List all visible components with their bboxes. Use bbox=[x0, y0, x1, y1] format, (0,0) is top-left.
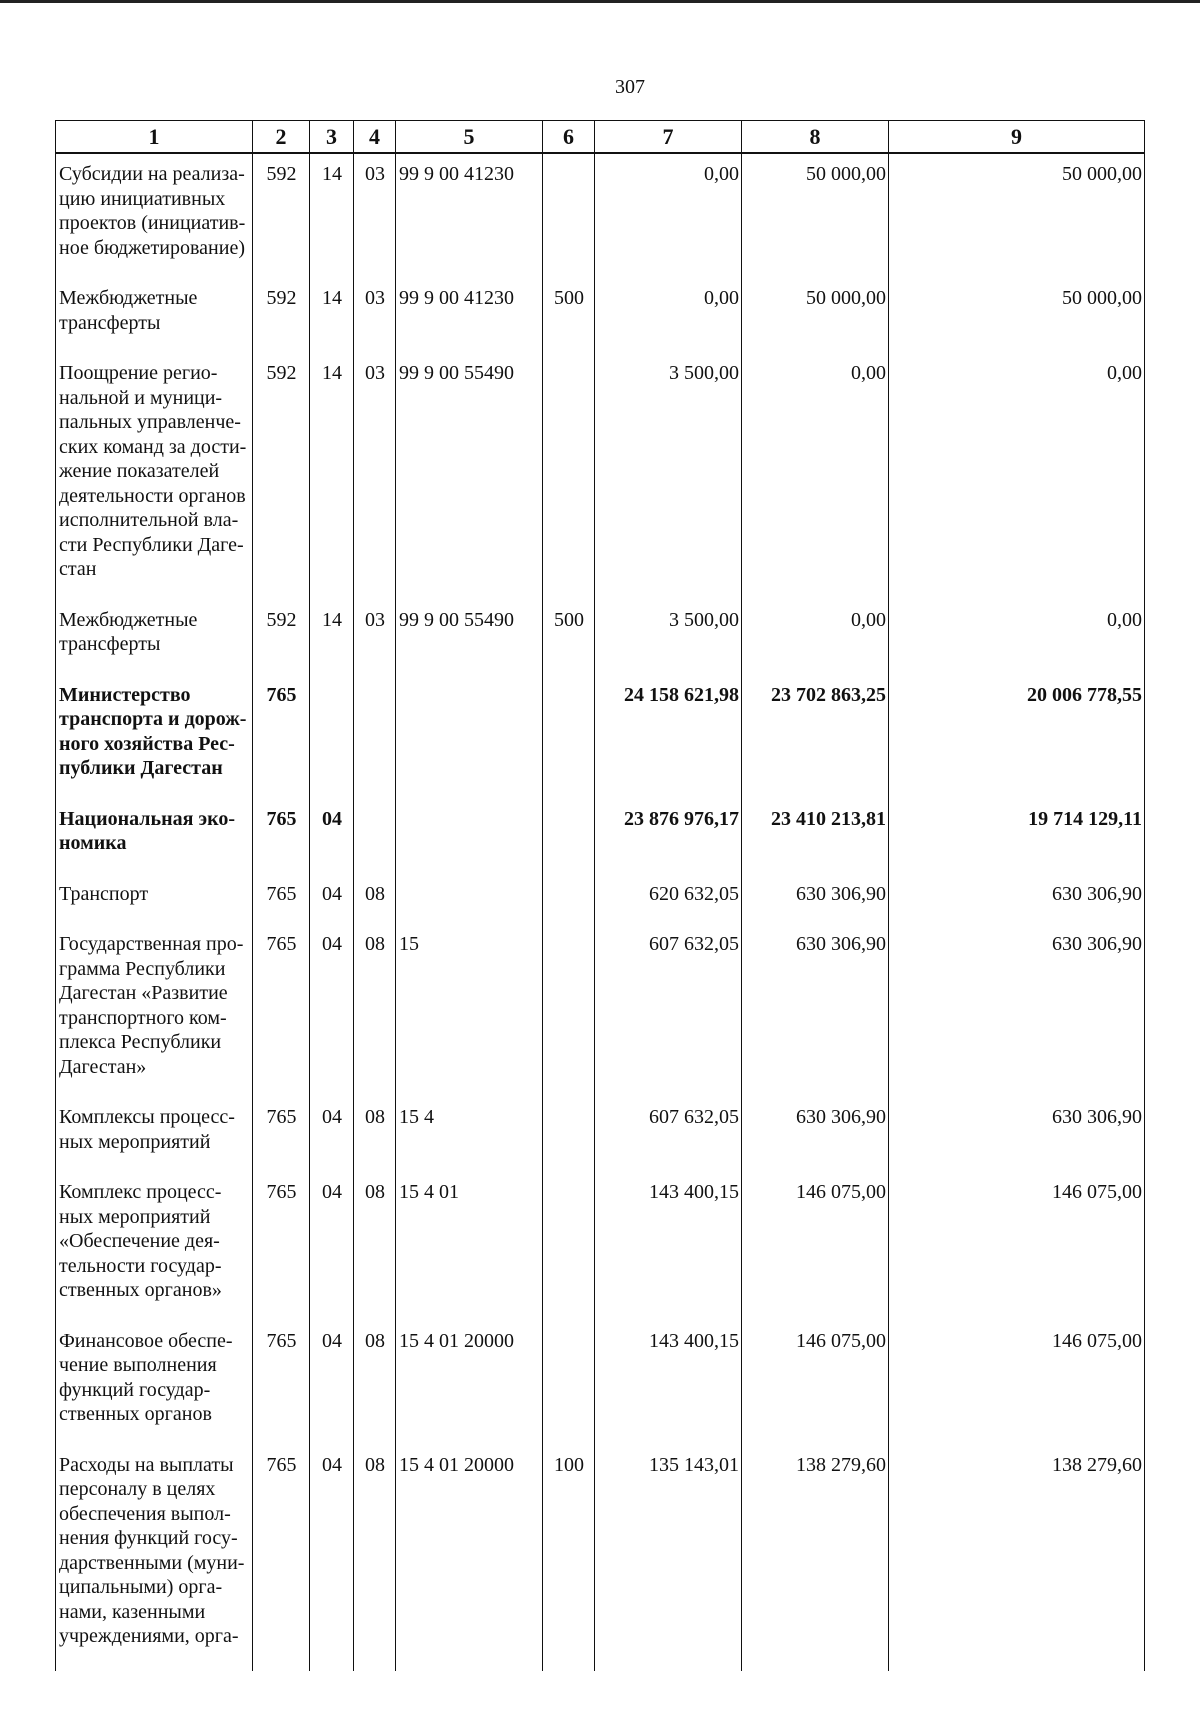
amount-col9-cell: 50 000,00 bbox=[889, 153, 1145, 278]
table-row bbox=[56, 675, 1145, 799]
row-name-cell: Комплекс процесс- ных мероприятий «Обеспечение дея- тельности государ- ственных органов» bbox=[56, 1172, 253, 1321]
target-article-cell: 99 9 00 41230 bbox=[396, 153, 543, 278]
subsection-code-cell: 03 bbox=[354, 153, 396, 278]
amount-col9-cell: 146 075,00 bbox=[889, 1321, 1145, 1445]
section-code-cell: 04 bbox=[310, 1097, 354, 1172]
ministry-code-cell: 765 bbox=[253, 1172, 310, 1321]
subsection-code-cell: 03 bbox=[354, 278, 396, 353]
row-name-cell: Комплексы процесс- ных мероприятий bbox=[56, 1097, 253, 1172]
subsection-code-cell: 08 bbox=[354, 874, 396, 925]
table-row bbox=[56, 1445, 1145, 1671]
ministry-code-cell: 592 bbox=[253, 600, 310, 675]
amount-col7-cell: 620 632,05 bbox=[595, 874, 742, 925]
amount-col7-cell: 143 400,15 bbox=[595, 1172, 742, 1321]
ministry-code-cell: 765 bbox=[253, 1321, 310, 1445]
section-code-cell: 14 bbox=[310, 278, 354, 353]
ministry-code-cell: 765 bbox=[253, 1445, 310, 1671]
amount-col9-cell: 50 000,00 bbox=[889, 278, 1145, 353]
target-article-cell: 15 4 01 20000 bbox=[396, 1445, 543, 1671]
column-header-2: 2 bbox=[253, 121, 310, 154]
row-name-cell: Финансовое обеспе- чение выполнения функций государ- ственных органов bbox=[56, 1321, 253, 1445]
row-name-cell: Субсидии на реализа- цию инициативных проектов (инициатив- ное бюджетирование) bbox=[56, 153, 253, 278]
column-header-5: 5 bbox=[396, 121, 543, 154]
column-header-7: 7 bbox=[595, 121, 742, 154]
row-name-cell: Поощрение регио- нальной и муници- пальных управленче- ских команд за дости- жение показателей деятельности органов исполнительной вла- сти Республики Даге- стан bbox=[56, 353, 253, 600]
amount-col8-cell: 138 279,60 bbox=[742, 1445, 889, 1671]
amount-col7-cell: 3 500,00 bbox=[595, 600, 742, 675]
table-row bbox=[56, 799, 1145, 874]
table-row bbox=[56, 874, 1145, 925]
section-code-cell: 04 bbox=[310, 1445, 354, 1671]
subsection-code-cell: 08 bbox=[354, 924, 396, 1097]
amount-col8-cell: 146 075,00 bbox=[742, 1321, 889, 1445]
section-code-cell: 04 bbox=[310, 924, 354, 1097]
amount-col8-cell: 630 306,90 bbox=[742, 874, 889, 925]
subsection-code-cell bbox=[354, 799, 396, 874]
expense-type-cell: 500 bbox=[543, 600, 595, 675]
amount-col8-cell: 23 410 213,81 bbox=[742, 799, 889, 874]
amount-col9-cell: 0,00 bbox=[889, 353, 1145, 600]
amount-col8-cell: 0,00 bbox=[742, 600, 889, 675]
column-header-3: 3 bbox=[310, 121, 354, 154]
row-name-cell: Национальная эко- номика bbox=[56, 799, 253, 874]
subsection-code-cell: 08 bbox=[354, 1321, 396, 1445]
ministry-code-cell: 765 bbox=[253, 1097, 310, 1172]
target-article-cell: 15 4 01 bbox=[396, 1172, 543, 1321]
amount-col9-cell: 630 306,90 bbox=[889, 874, 1145, 925]
section-code-cell: 14 bbox=[310, 353, 354, 600]
target-article-cell bbox=[396, 874, 543, 925]
amount-col7-cell: 143 400,15 bbox=[595, 1321, 742, 1445]
expense-type-cell bbox=[543, 675, 595, 799]
ministry-code-cell: 765 bbox=[253, 799, 310, 874]
expense-type-cell bbox=[543, 924, 595, 1097]
amount-col9-cell: 630 306,90 bbox=[889, 924, 1145, 1097]
ministry-code-cell: 592 bbox=[253, 153, 310, 278]
amount-col8-cell: 50 000,00 bbox=[742, 278, 889, 353]
target-article-cell: 15 bbox=[396, 924, 543, 1097]
expense-type-cell bbox=[543, 1321, 595, 1445]
row-name-cell: Транспорт bbox=[56, 874, 253, 925]
row-name-cell: Министерство транспорта и дорож- ного хозяйства Рес- публики Дагестан bbox=[56, 675, 253, 799]
expense-type-cell bbox=[543, 1097, 595, 1172]
section-code-cell bbox=[310, 675, 354, 799]
amount-col9-cell: 19 714 129,11 bbox=[889, 799, 1145, 874]
ministry-code-cell: 765 bbox=[253, 874, 310, 925]
section-code-cell: 04 bbox=[310, 1321, 354, 1445]
amount-col9-cell: 20 006 778,55 bbox=[889, 675, 1145, 799]
amount-col7-cell: 23 876 976,17 bbox=[595, 799, 742, 874]
amount-col7-cell: 607 632,05 bbox=[595, 924, 742, 1097]
ministry-code-cell: 592 bbox=[253, 278, 310, 353]
expense-type-cell bbox=[543, 153, 595, 278]
target-article-cell bbox=[396, 675, 543, 799]
table-row bbox=[56, 153, 1145, 278]
expense-type-cell bbox=[543, 353, 595, 600]
expense-type-cell bbox=[543, 799, 595, 874]
amount-col9-cell: 0,00 bbox=[889, 600, 1145, 675]
section-code-cell: 04 bbox=[310, 1172, 354, 1321]
table-body bbox=[56, 153, 1145, 1671]
budget-table bbox=[55, 120, 1145, 1671]
table-row bbox=[56, 278, 1145, 353]
column-header-4: 4 bbox=[354, 121, 396, 154]
expense-type-cell bbox=[543, 1172, 595, 1321]
target-article-cell: 99 9 00 55490 bbox=[396, 353, 543, 600]
column-header-9: 9 bbox=[889, 121, 1145, 154]
subsection-code-cell bbox=[354, 675, 396, 799]
amount-col9-cell: 146 075,00 bbox=[889, 1172, 1145, 1321]
ministry-code-cell: 765 bbox=[253, 924, 310, 1097]
table-header-row bbox=[56, 121, 1145, 154]
amount-col7-cell: 135 143,01 bbox=[595, 1445, 742, 1671]
amount-col7-cell: 3 500,00 bbox=[595, 353, 742, 600]
amount-col7-cell: 607 632,05 bbox=[595, 1097, 742, 1172]
table-row bbox=[56, 353, 1145, 600]
target-article-cell: 99 9 00 55490 bbox=[396, 600, 543, 675]
column-header-1: 1 bbox=[56, 121, 253, 154]
amount-col9-cell: 630 306,90 bbox=[889, 1097, 1145, 1172]
page-number: 307 bbox=[615, 76, 645, 98]
subsection-code-cell: 03 bbox=[354, 600, 396, 675]
amount-col8-cell: 630 306,90 bbox=[742, 924, 889, 1097]
target-article-cell: 15 4 bbox=[396, 1097, 543, 1172]
table-row bbox=[56, 1321, 1145, 1445]
target-article-cell bbox=[396, 799, 543, 874]
expense-type-cell bbox=[543, 874, 595, 925]
table-row bbox=[56, 600, 1145, 675]
amount-col8-cell: 50 000,00 bbox=[742, 153, 889, 278]
amount-col8-cell: 23 702 863,25 bbox=[742, 675, 889, 799]
table-row bbox=[56, 1097, 1145, 1172]
expense-type-cell: 100 bbox=[543, 1445, 595, 1671]
amount-col8-cell: 630 306,90 bbox=[742, 1097, 889, 1172]
table-row bbox=[56, 924, 1145, 1097]
amount-col7-cell: 0,00 bbox=[595, 153, 742, 278]
row-name-cell: Расходы на выплаты персоналу в целях обеспечения выпол- нения функций госу- дарственными (муни- ципальными) орга- нами, казенными учреждениями, орга- bbox=[56, 1445, 253, 1671]
target-article-cell: 99 9 00 41230 bbox=[396, 278, 543, 353]
subsection-code-cell: 08 bbox=[354, 1097, 396, 1172]
ministry-code-cell: 765 bbox=[253, 675, 310, 799]
amount-col8-cell: 0,00 bbox=[742, 353, 889, 600]
ministry-code-cell: 592 bbox=[253, 353, 310, 600]
section-code-cell: 14 bbox=[310, 153, 354, 278]
column-header-6: 6 bbox=[543, 121, 595, 154]
column-header-8: 8 bbox=[742, 121, 889, 154]
scan-edge-line bbox=[0, 0, 1200, 3]
subsection-code-cell: 08 bbox=[354, 1445, 396, 1671]
subsection-code-cell: 03 bbox=[354, 353, 396, 600]
row-name-cell: Государственная про- грамма Республики Дагестан «Развитие транспортного ком- плекса Республики Дагестан» bbox=[56, 924, 253, 1097]
expense-type-cell: 500 bbox=[543, 278, 595, 353]
section-code-cell: 04 bbox=[310, 799, 354, 874]
section-code-cell: 14 bbox=[310, 600, 354, 675]
section-code-cell: 04 bbox=[310, 874, 354, 925]
subsection-code-cell: 08 bbox=[354, 1172, 396, 1321]
table-row bbox=[56, 1172, 1145, 1321]
row-name-cell: Межбюджетные трансферты bbox=[56, 600, 253, 675]
amount-col7-cell: 24 158 621,98 bbox=[595, 675, 742, 799]
amount-col9-cell: 138 279,60 bbox=[889, 1445, 1145, 1671]
amount-col8-cell: 146 075,00 bbox=[742, 1172, 889, 1321]
row-name-cell: Межбюджетные трансферты bbox=[56, 278, 253, 353]
target-article-cell: 15 4 01 20000 bbox=[396, 1321, 543, 1445]
amount-col7-cell: 0,00 bbox=[595, 278, 742, 353]
